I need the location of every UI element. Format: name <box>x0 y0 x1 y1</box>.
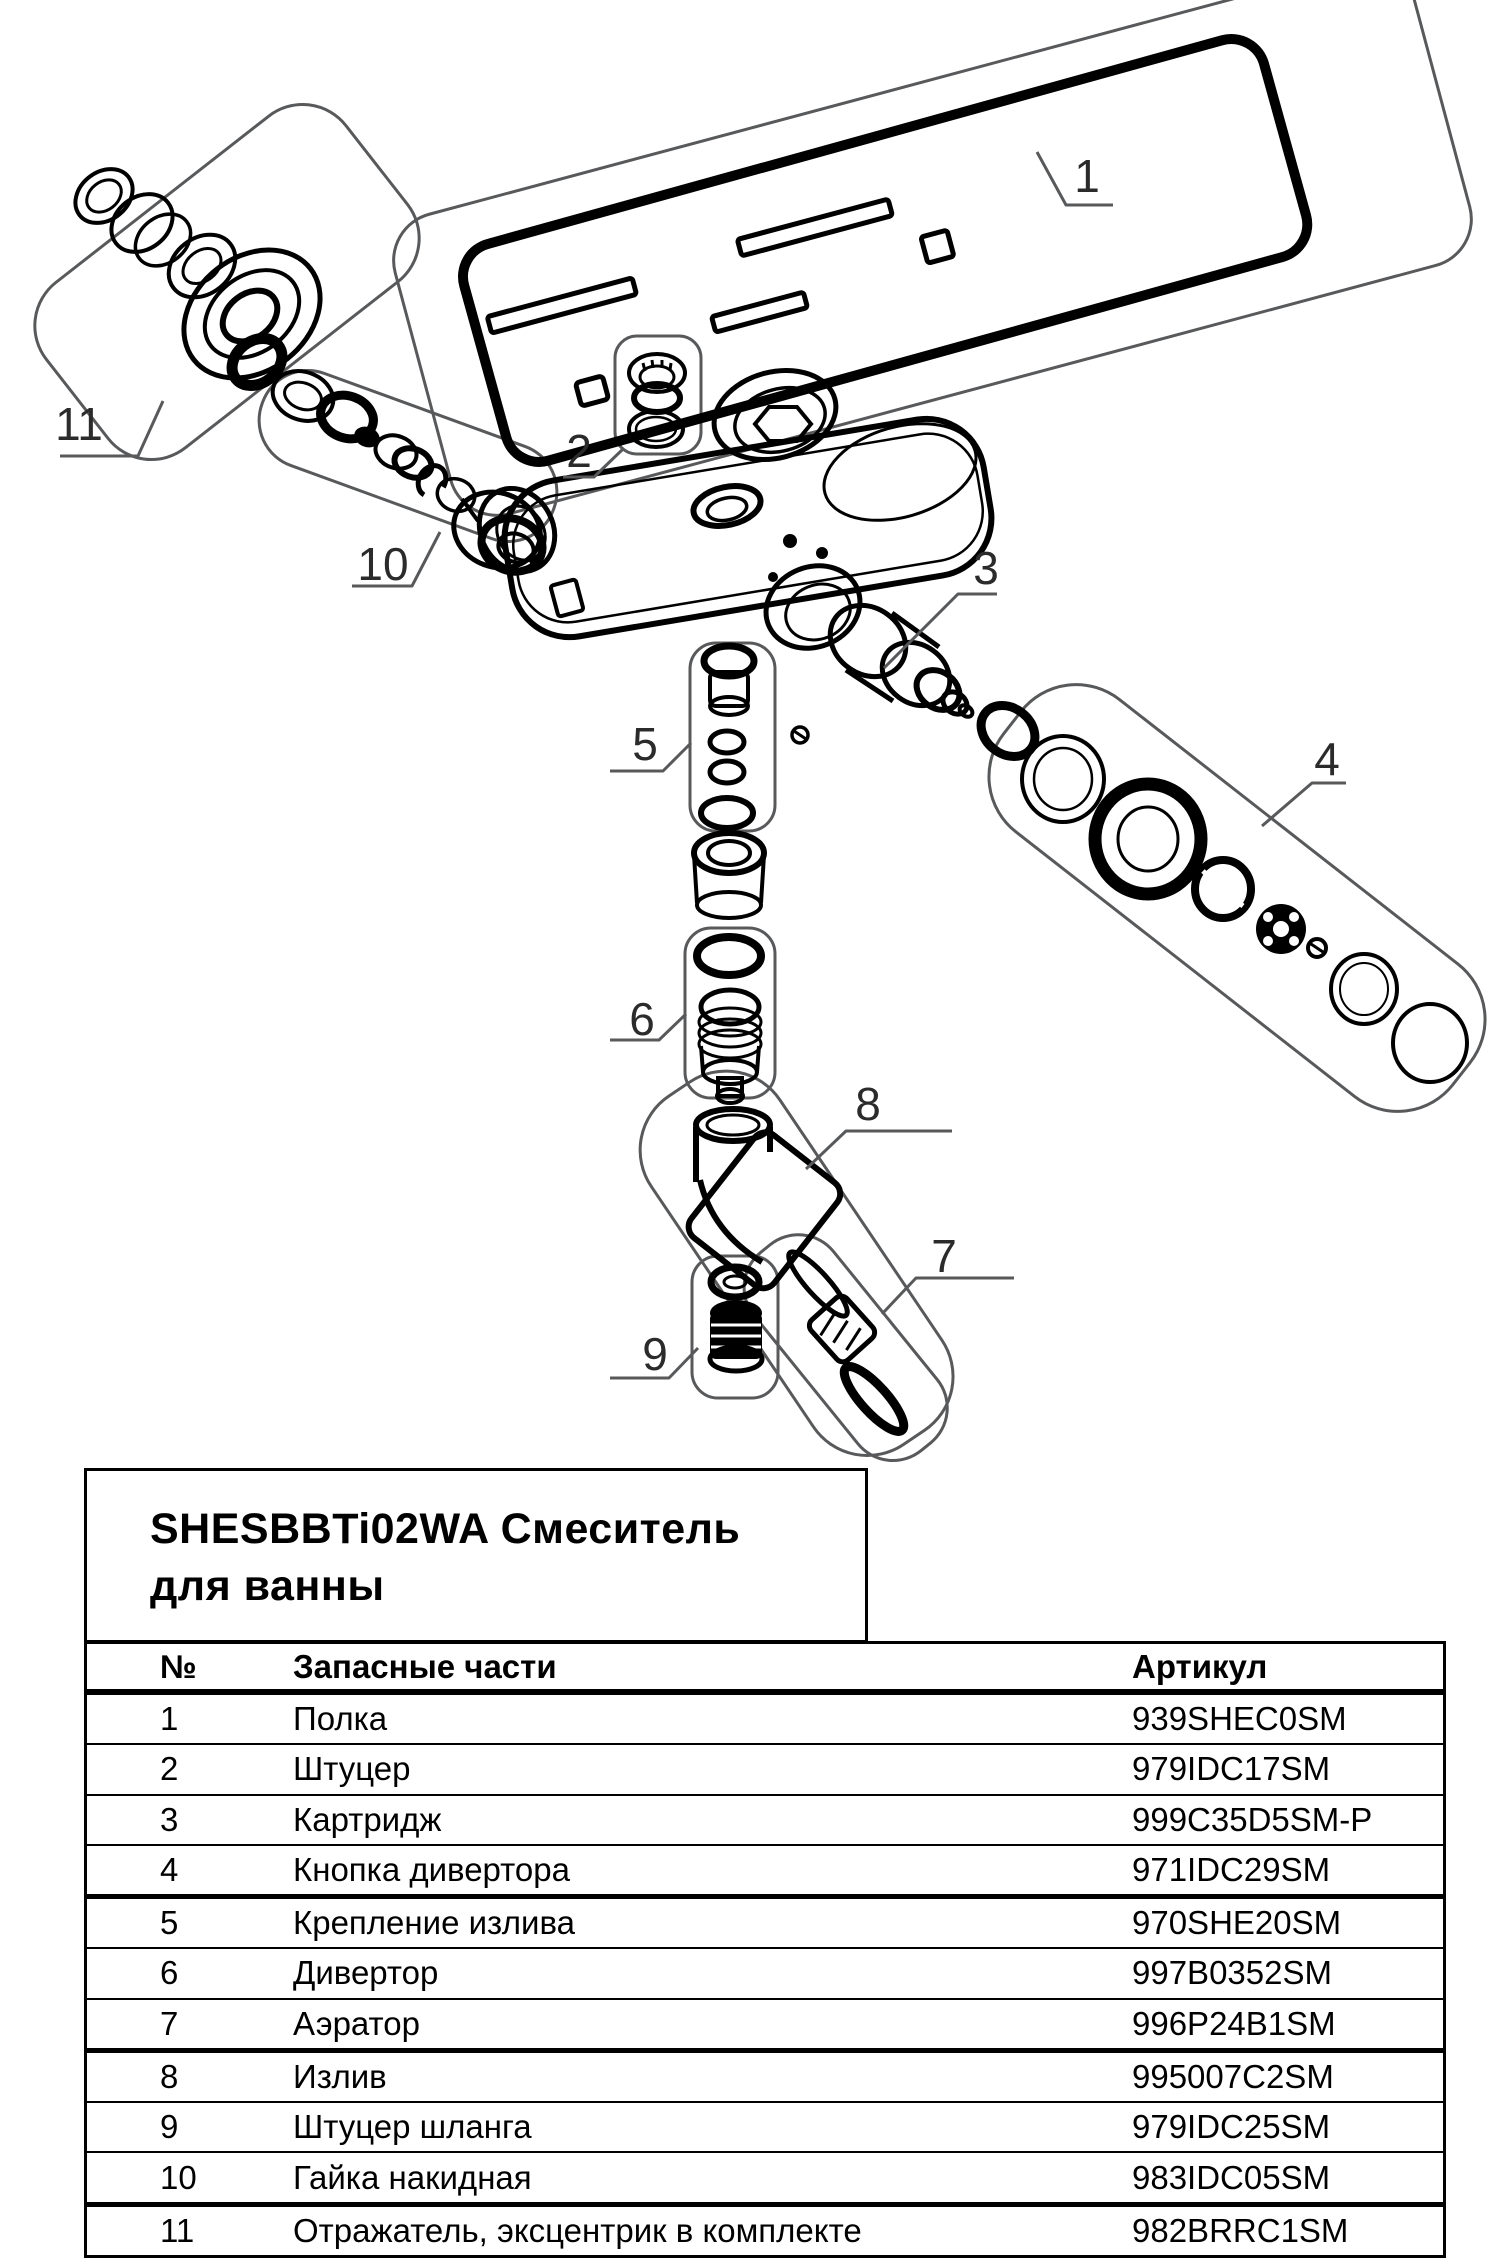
header-no: № <box>160 1647 197 1685</box>
table-row <box>87 1693 1443 1743</box>
row-no: 3 <box>160 1800 179 1838</box>
title-box <box>84 1468 868 1643</box>
callout-3: 3 <box>973 542 999 594</box>
group-outlines <box>13 0 1499 1468</box>
table-row <box>87 1998 1443 2048</box>
row-name: Излив <box>293 2057 387 2095</box>
row-article: 979IDC25SM <box>1132 2108 1331 2146</box>
table-row <box>87 1947 1443 1997</box>
spout-part <box>683 1109 846 1294</box>
row-name: Дивертор <box>293 1954 439 1992</box>
row-article: 997B0352SM <box>1132 1954 1332 1992</box>
row-article: 999C35D5SM-P <box>1132 1800 1373 1838</box>
table-row <box>87 1844 1443 1894</box>
row-article: 995007C2SM <box>1132 2057 1334 2095</box>
row-name: Полка <box>293 1700 388 1738</box>
row-article: 982BRRC1SM <box>1132 2211 1349 2249</box>
diverter-part <box>697 937 761 1103</box>
row-no: 2 <box>160 1750 179 1788</box>
callout-2: 2 <box>566 425 592 477</box>
callout-5: 5 <box>632 718 658 770</box>
leader-7 <box>882 1278 1014 1314</box>
row-name: Штуцер <box>293 1750 411 1788</box>
row-name: Гайка накидная <box>293 2158 532 2196</box>
row-no: 5 <box>160 1904 179 1942</box>
row-name: Картридж <box>293 1800 442 1838</box>
header-article: Артикул <box>1132 1647 1268 1685</box>
header-name: Запасные части <box>293 1647 557 1685</box>
callout-7: 7 <box>931 1230 957 1282</box>
parts-table <box>84 1641 1446 2258</box>
callout-1: 1 <box>1074 150 1100 202</box>
diverter-button-part <box>971 695 1467 1082</box>
row-no: 9 <box>160 2108 179 2146</box>
escutcheon-part <box>65 158 346 404</box>
row-name: Кнопка дивертора <box>293 1850 570 1888</box>
row-no: 8 <box>160 2057 179 2095</box>
callout-4: 4 <box>1314 733 1340 785</box>
table-row <box>87 1894 1443 1947</box>
spout-sleeve-part <box>694 833 764 918</box>
callout-6: 6 <box>629 993 655 1045</box>
table-row <box>87 1743 1443 1793</box>
spout-mount-part <box>701 646 808 828</box>
callout-8: 8 <box>855 1078 881 1130</box>
callout-10: 10 <box>357 538 409 590</box>
row-no: 4 <box>160 1850 179 1888</box>
row-article: 996P24B1SM <box>1132 2004 1336 2042</box>
table-row <box>87 2101 1443 2151</box>
table-row <box>87 2151 1443 2201</box>
row-name: Штуцер шланга <box>293 2108 532 2146</box>
row-article: 971IDC29SM <box>1132 1850 1331 1888</box>
product-title-line2: для ванны <box>150 1562 385 1610</box>
row-name: Крепление излива <box>293 1904 575 1942</box>
product-code-title: SHESBBTi02WA Смеситель <box>150 1505 741 1553</box>
table-row <box>87 1794 1443 1844</box>
leader-8 <box>806 1131 952 1169</box>
row-name: Аэратор <box>293 2004 421 2042</box>
callout-11: 11 <box>55 398 103 450</box>
row-article: 939SHEC0SM <box>1132 1700 1347 1738</box>
fitting-part <box>575 354 685 447</box>
callout-numbers <box>55 150 1340 1380</box>
row-no: 6 <box>160 1954 179 1992</box>
row-no: 1 <box>160 1700 179 1738</box>
row-article: 983IDC05SM <box>1132 2158 1331 2196</box>
row-article: 970SHE20SM <box>1132 1904 1342 1942</box>
row-name: Отражатель, эксцентрик в комплекте <box>293 2211 862 2249</box>
table-row <box>87 2048 1443 2101</box>
table-header-row <box>87 1644 1443 1693</box>
row-no: 10 <box>160 2158 197 2196</box>
diverter-button-group-box <box>961 656 1499 1139</box>
row-no: 7 <box>160 2004 179 2042</box>
callout-9: 9 <box>642 1328 668 1380</box>
row-article: 979IDC17SM <box>1132 1750 1331 1788</box>
table-row <box>87 2202 1443 2255</box>
row-no: 11 <box>160 2211 195 2249</box>
